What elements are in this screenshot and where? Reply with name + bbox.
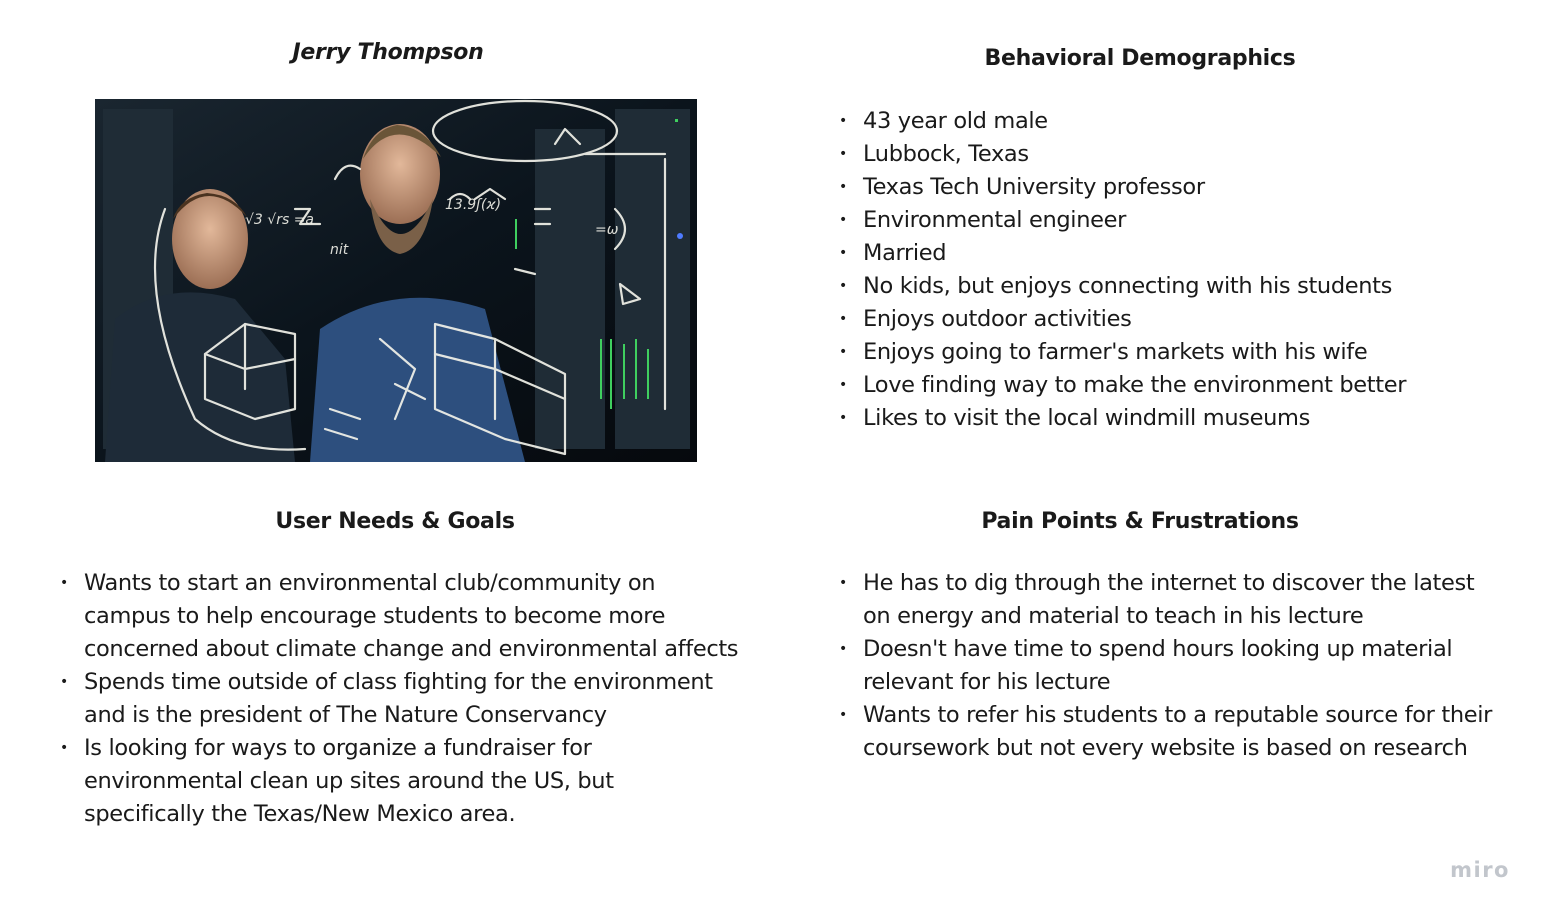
list-item: • Likes to visit the local windmill museums [839, 402, 1519, 435]
list-item: • Enjoys going to farmer's markets with his wife [839, 336, 1519, 369]
pains-list [839, 567, 1499, 765]
list-item: • He has to dig through the internet to discover the latest on energy and material to teach in his lecture [839, 567, 1499, 633]
list-item: • Environmental engineer [839, 204, 1519, 237]
list-item: • Texas Tech University professor [839, 171, 1519, 204]
needs-title: User Needs & Goals [275, 509, 515, 534]
demographics-list [839, 105, 1519, 435]
list-item: • Love finding way to make the environment better [839, 369, 1519, 402]
list-item: • Lubbock, Texas [839, 138, 1519, 171]
pains-title: Pain Points & Frustrations [981, 509, 1299, 534]
svg-text:√3 √rs =a: √3 √rs =a [245, 212, 315, 228]
list-item: • Wants to start an environmental club/community on campus to help encourage students to become more concerned about climate change and environmental affects [60, 567, 740, 666]
list-item: • Wants to refer his students to a reputable source for their coursework but not every website is based on research [839, 699, 1499, 765]
miro-logo: miro [1450, 858, 1510, 882]
needs-list [60, 567, 740, 831]
persona-photo [95, 99, 697, 462]
list-item: • Enjoys outdoor activities [839, 303, 1519, 336]
persona-name: Jerry Thompson [292, 40, 484, 65]
svg-text:=ω: =ω [595, 222, 619, 238]
svg-text:13.9ʃ(ϰ): 13.9ʃ(ϰ) [445, 197, 502, 213]
list-item: • 43 year old male [839, 105, 1519, 138]
demographics-title: Behavioral Demographics [984, 46, 1296, 71]
list-item: • No kids, but enjoys connecting with his students [839, 270, 1519, 303]
list-item: • Is looking for ways to organize a fundraiser for environmental clean up sites around the US, but specifically the Texas/New Mexico area. [60, 732, 740, 831]
list-item: • Married [839, 237, 1519, 270]
svg-text:nit: nit [330, 242, 349, 258]
list-item: • Spends time outside of class fighting for the environment and is the president of The Nature Conservancy [60, 666, 740, 732]
list-item: • Doesn't have time to spend hours looking up material relevant for his lecture [839, 633, 1499, 699]
